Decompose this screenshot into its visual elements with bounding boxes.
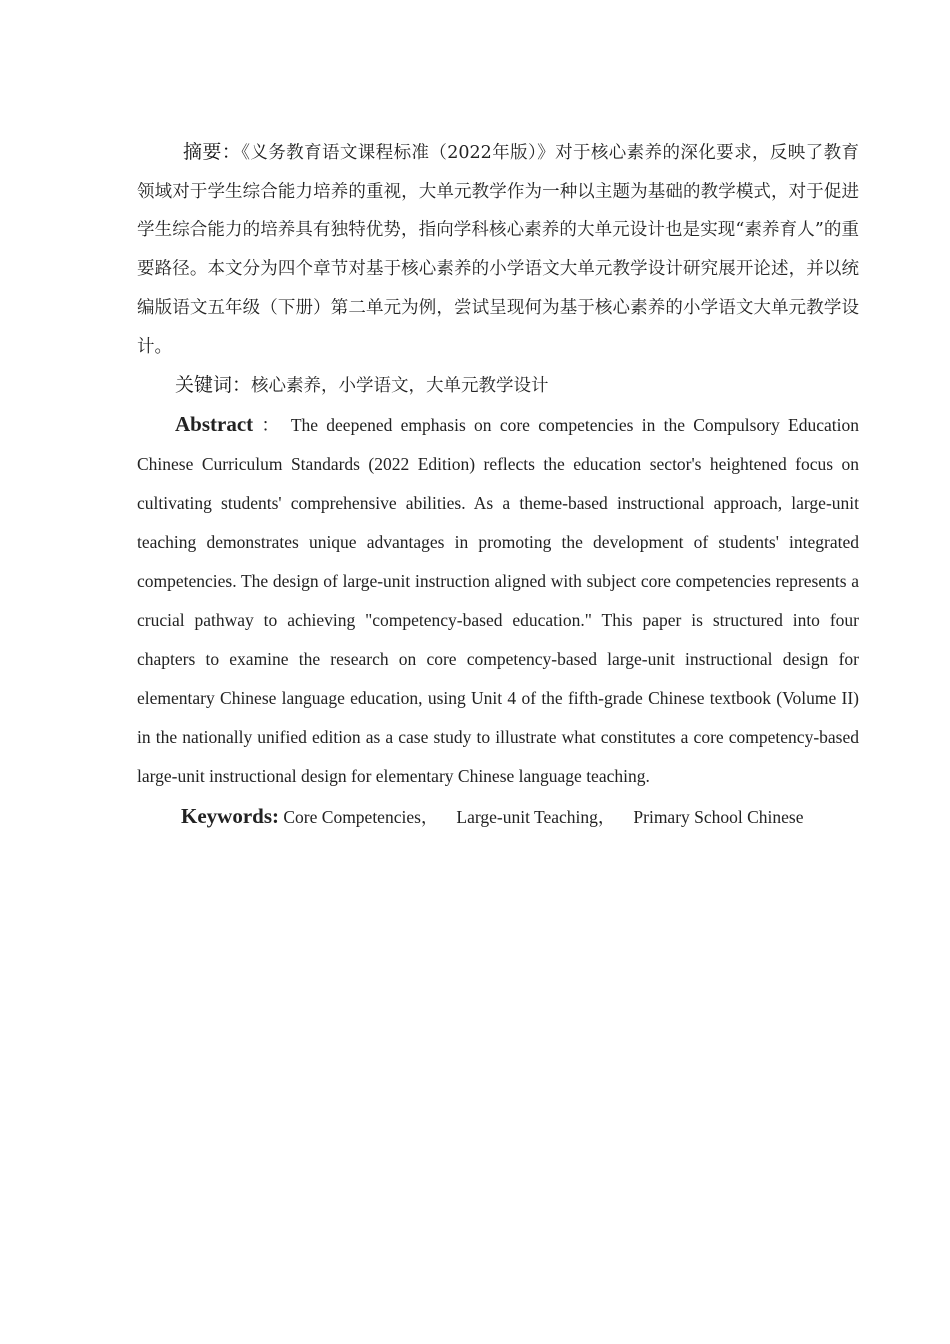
abstract-zh-paragraph [137, 133, 859, 366]
abstract-section [137, 133, 859, 837]
keywords-en-label: Keywords: [181, 804, 279, 829]
abstract-en-paragraph [137, 405, 859, 796]
keywords-zh-text: 核心素养，小学语文，大单元教学设计 [251, 376, 549, 397]
keyword-en-item: Core Competencies， [283, 807, 439, 828]
abstract-zh-text: 《义务教育语文课程标准（2022年版）》对于核心素养的深化要求，反映了教育领域对于学生综合能力培养的重视，大单元教学作为一种以主题为基础的教学模式，对于促进学生综合能力的培养具有独特优势，指向学科核心素养的大单元设计也是实现“素养育人”的重要路径。本文分为四个章节对基于核心素养的小学语文大单元教学设计研究展开论述，并以统编版语文五年级（下册）第二单元为例，尝试呈现何为基于核心素养的小学语文大单元教学设计。 [137, 143, 859, 357]
abstract-zh-label: 摘要： [183, 141, 242, 163]
abstract-en-separator: ： [261, 415, 283, 436]
keywords-en-line [137, 796, 859, 837]
abstract-en-label: Abstract [175, 412, 254, 437]
abstract-en-text: The deepened emphasis on core competencies in the Compulsory Education Chinese Curriculum Standards (2022 Edition) reflects the education sector's heightened focus on cultivating students' comprehensive abilities. As a theme-based instructional approach, large-unit teaching demonstrates unique advantages in promoting the development of students' integrated competencies. The design of large-unit instruction aligned with subject core competencies represents a crucial pathway to achieving "competency-based education." This paper is structured into four chapters to examine the research on core competency-based large-unit instructional design for elementary Chinese language education, using Unit 4 of the fifth-grade Chinese textbook (Volume II) in the nationally unified edition as a case study to illustrate what constitutes a core competency-based large-unit instructional design for elementary Chinese language teaching. [137, 415, 860, 787]
keywords-zh-label: 关键词： [175, 374, 252, 397]
keyword-en-item: Primary School Chinese [633, 807, 804, 828]
keyword-en-item: Large-unit Teaching， [456, 807, 616, 828]
keywords-zh-line [137, 366, 859, 405]
